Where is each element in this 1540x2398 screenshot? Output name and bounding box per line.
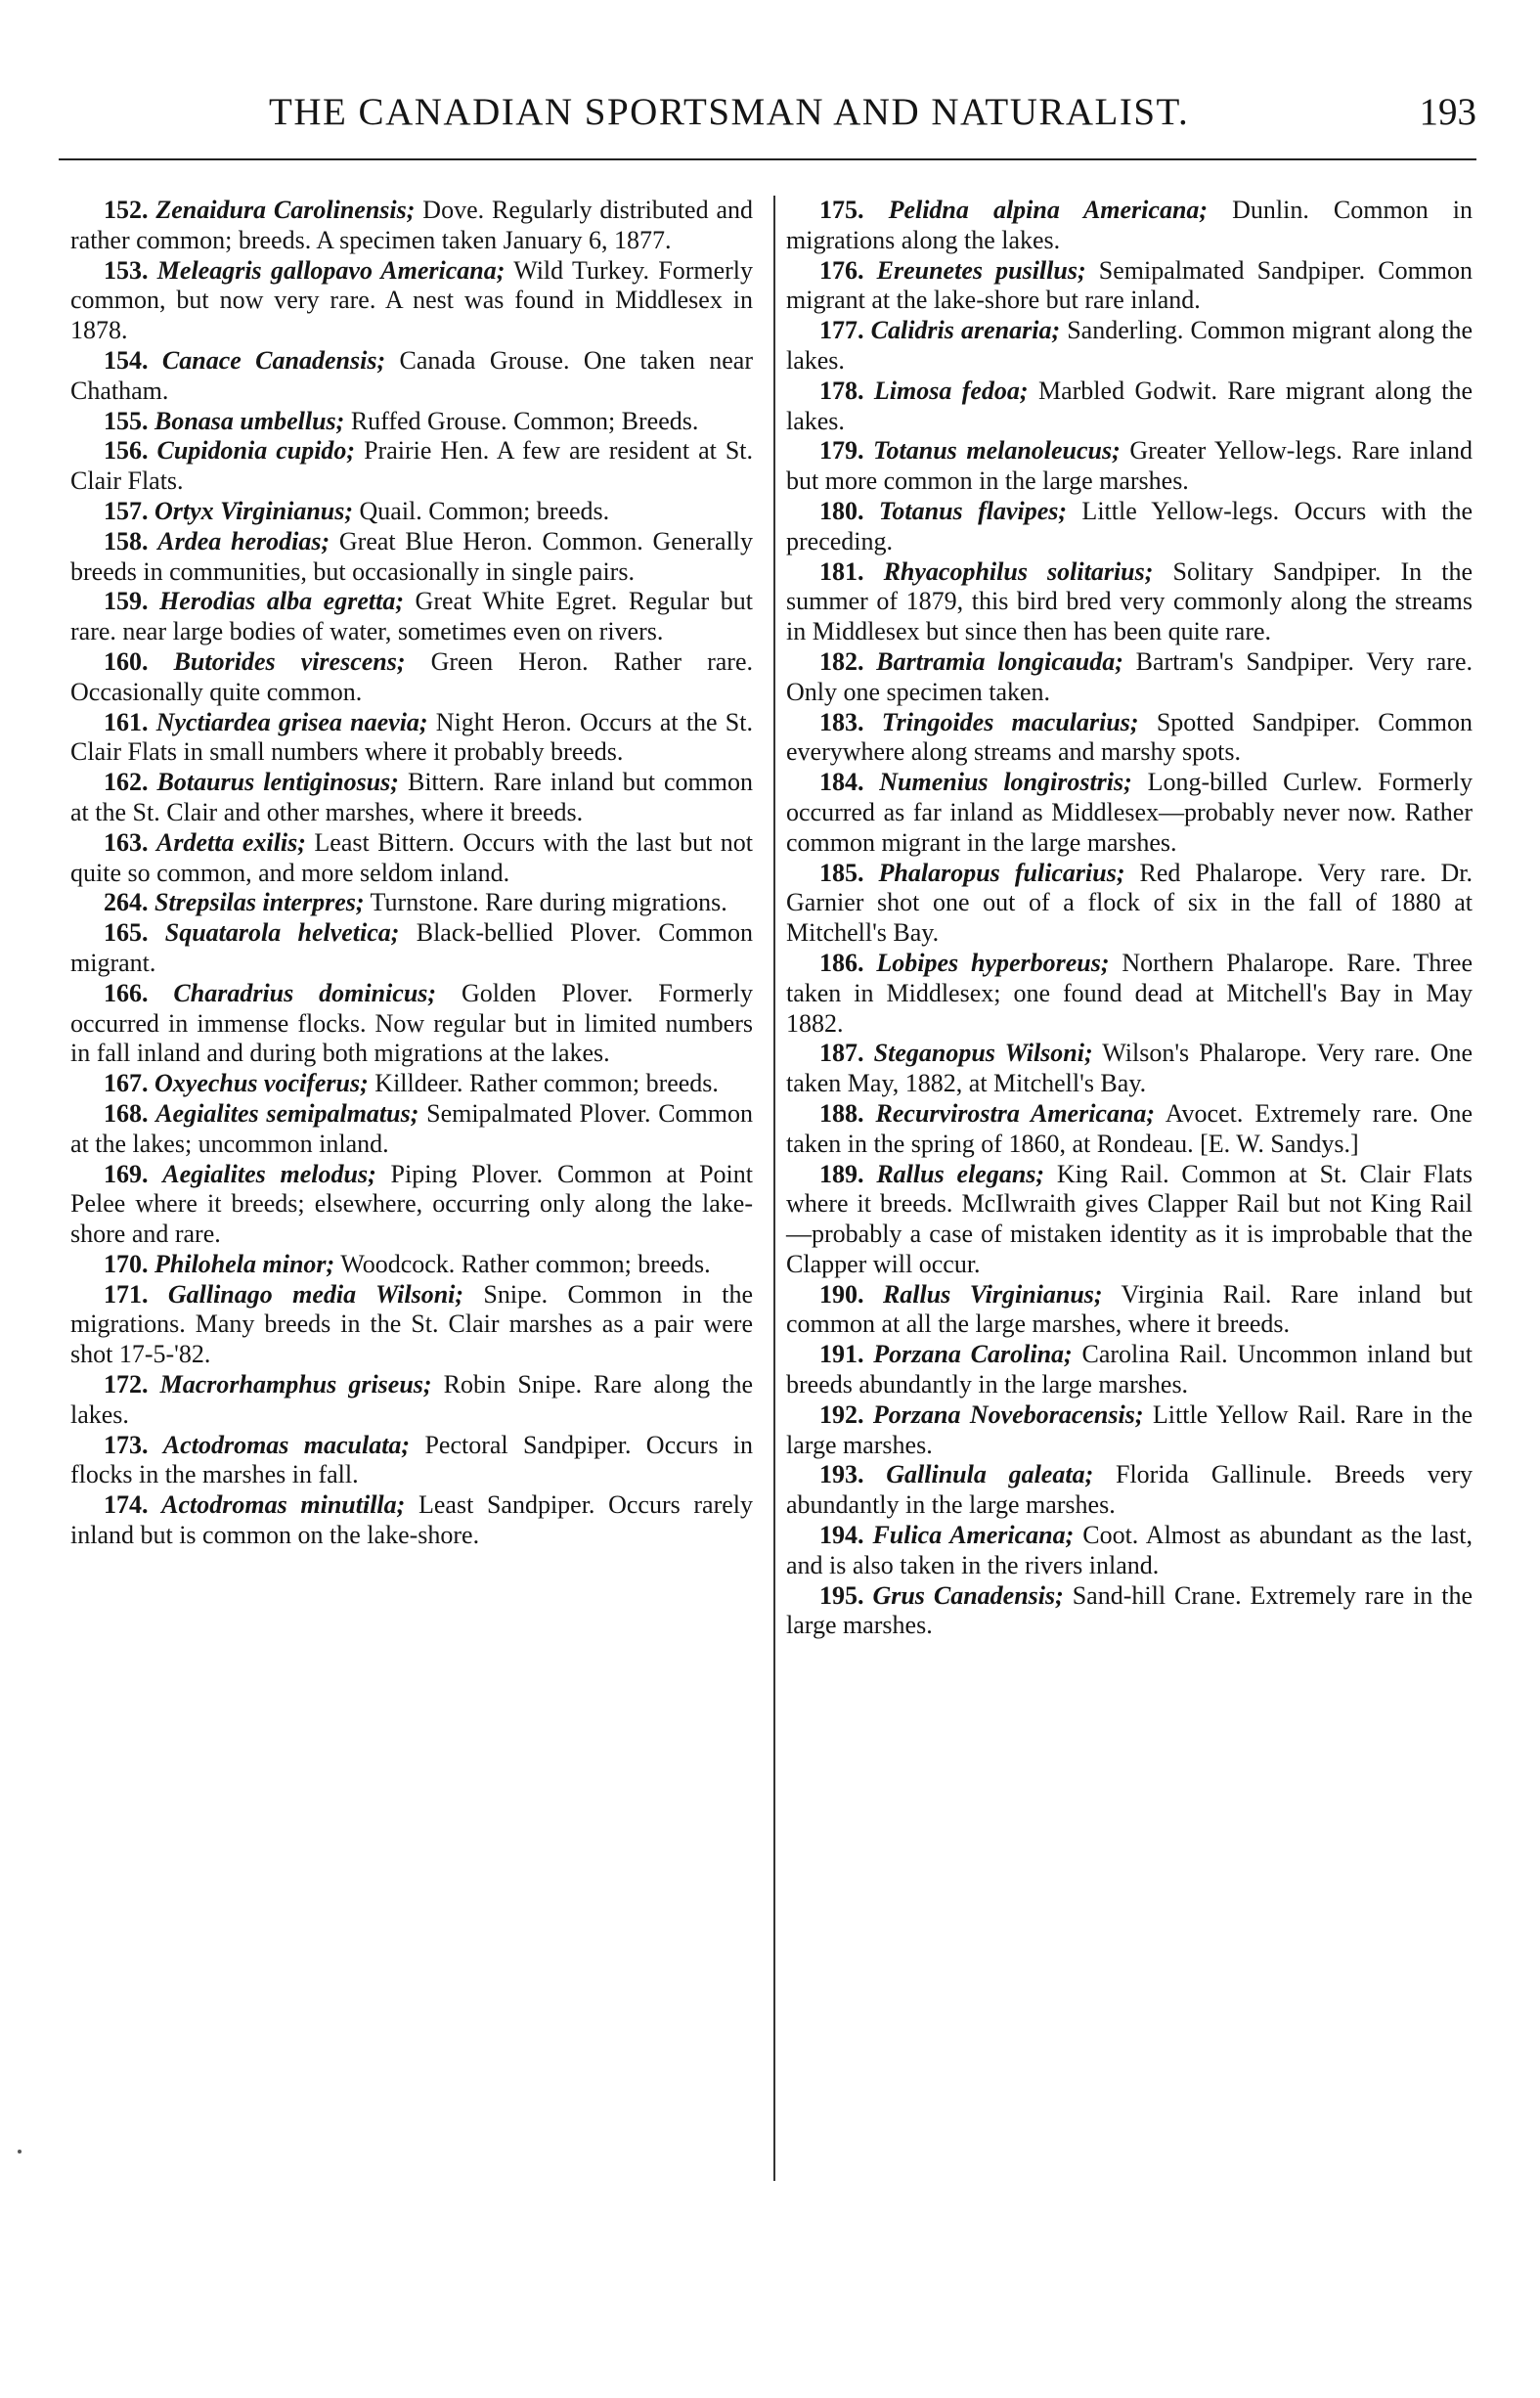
- species-entry: [70, 1250, 753, 1280]
- species-entry: [70, 527, 753, 588]
- entry-number: 159.: [104, 587, 149, 616]
- species-entry: [70, 346, 753, 407]
- entry-number: 176.: [819, 255, 864, 285]
- entry-description: Least Sandpiper. Occurs rarely inland but is common on the lake-shore.: [70, 1490, 754, 1550]
- entry-description: Robin Snipe. Rare along the lakes.: [70, 1370, 753, 1429]
- species-entry: [70, 1160, 753, 1250]
- scientific-name: Ardetta exilis;: [156, 827, 306, 857]
- entry-number: 173.: [104, 1430, 149, 1459]
- species-entry: [70, 647, 753, 708]
- species-entry: [786, 377, 1473, 437]
- entry-description: Northern Phalarope. Rare. Three taken in Middlesex; one found dead at Mitchell's Bay in May 1882.: [786, 948, 1473, 1038]
- entry-description: Sanderling. Common migrant along the lakes.: [786, 316, 1473, 375]
- scientific-name: Ereunetes pusillus;: [876, 255, 1086, 285]
- entry-number: 264.: [104, 888, 149, 917]
- species-entry: [786, 1400, 1473, 1461]
- entry-number: 162.: [104, 768, 149, 797]
- scientific-name: Bartramia longicauda;: [876, 646, 1123, 676]
- scientific-name: Actodromas maculata;: [162, 1430, 411, 1459]
- margin-speck: [18, 2150, 22, 2154]
- scientific-name: Aegialites semipalmatus;: [155, 1098, 419, 1128]
- entry-description: Ruffed Grouse. Common; Breeds.: [344, 406, 699, 435]
- entry-number: 190.: [819, 1279, 864, 1309]
- species-entry: [786, 557, 1473, 647]
- entry-description: Carolina Rail. Uncommon inland but breeds abundantly in the large marshes.: [786, 1340, 1473, 1399]
- scientific-name: Zenaidura Carolinensis;: [155, 196, 416, 224]
- right-column: [786, 196, 1473, 1641]
- species-entry: [70, 1099, 753, 1160]
- scientific-name: Numenius longirostris;: [879, 768, 1132, 797]
- entry-number: 193.: [819, 1460, 864, 1489]
- species-entry: [786, 1160, 1473, 1280]
- entry-number: 160.: [104, 646, 149, 676]
- entry-description: Dunlin. Common in migrations along the lakes.: [786, 196, 1473, 254]
- entry-description: Pectoral Sandpiper. Occurs in flocks in the marshes in fall.: [70, 1430, 753, 1489]
- scientific-name: Porzana Carolina;: [873, 1340, 1073, 1369]
- entry-description: Greater Yellow-legs. Rare inland but more common in the large marshes.: [786, 436, 1473, 496]
- entry-number: 157.: [104, 496, 149, 525]
- entry-description: Prairie Hen. A few are resident at St. Clair Flats.: [70, 436, 754, 496]
- entry-description: Virginia Rail. Rare inland but common at all the large marshes, where it breeds.: [786, 1279, 1474, 1339]
- species-entry: [786, 497, 1473, 557]
- entry-number: 163.: [104, 827, 149, 857]
- running-title: THE CANADIAN SPORTSMAN AND NATURALIST.: [269, 91, 1190, 133]
- scientific-name: Bonasa umbellus;: [154, 406, 345, 435]
- species-entry: [786, 768, 1473, 858]
- scientific-name: Totanus melanoleucus;: [873, 436, 1121, 466]
- species-entry: [70, 497, 753, 527]
- entry-number: 154.: [104, 345, 149, 375]
- entry-number: 171.: [104, 1279, 149, 1309]
- left-column: [70, 196, 753, 1551]
- entry-number: 183.: [819, 707, 864, 736]
- entry-description: Spotted Sandpiper. Common everywhere along streams and marshy spots.: [786, 707, 1473, 767]
- scientific-name: Limosa fedoa;: [873, 376, 1029, 405]
- entry-description: Turnstone. Rare during migrations.: [364, 888, 727, 917]
- species-entry: [786, 859, 1473, 949]
- entry-number: 185.: [819, 858, 864, 887]
- entry-number: 155.: [104, 406, 149, 435]
- scientific-name: Ortyx Virginianus;: [154, 496, 354, 525]
- entry-number: 184.: [819, 768, 864, 797]
- entry-number: 158.: [104, 526, 149, 555]
- species-entry: [70, 828, 753, 889]
- entry-number: 181.: [819, 556, 864, 586]
- species-entry: [70, 708, 753, 769]
- entry-number: 180.: [819, 496, 864, 525]
- species-entry: [786, 1521, 1473, 1581]
- scientific-name: Canace Canadensis;: [161, 345, 386, 375]
- entry-description: Solitary Sandpiper. In the summer of 1879, this bird bred very commonly along the streams in Middlesex but since then has been quite rare.: [786, 556, 1474, 646]
- entry-number: 153.: [104, 255, 149, 285]
- entry-number: 166.: [104, 978, 149, 1007]
- species-entry: [70, 1370, 753, 1431]
- scientific-name: Strepsilas interpres;: [154, 888, 365, 917]
- entry-description: Quail. Common; breeds.: [353, 496, 610, 525]
- species-entry: [70, 256, 753, 346]
- scientific-name: Grus Canadensis;: [872, 1580, 1064, 1610]
- scientific-name: Phalaropus fulicarius;: [878, 858, 1125, 887]
- scientific-name: Calidris arenaria;: [870, 316, 1061, 345]
- species-entry: [786, 1460, 1473, 1521]
- scientific-name: Porzana Noveboracensis;: [872, 1399, 1144, 1429]
- entry-number: 161.: [104, 707, 149, 736]
- scientific-name: Actodromas minutilla;: [161, 1490, 406, 1520]
- scientific-name: Aegialites melodus;: [162, 1159, 376, 1188]
- entry-description: Night Heron. Occurs at the St. Clair Flats in small numbers where it probably breeds.: [70, 707, 753, 767]
- entry-number: 178.: [819, 376, 864, 405]
- entry-number: 186.: [819, 948, 864, 977]
- entry-number: 165.: [104, 918, 149, 948]
- scientific-name: Charadrius dominicus;: [173, 978, 437, 1007]
- species-entry: [70, 1490, 753, 1551]
- entry-number: 189.: [819, 1159, 864, 1188]
- entry-number: 187.: [819, 1039, 864, 1068]
- scientific-name: Philohela minor;: [154, 1249, 335, 1278]
- entry-number: 177.: [819, 316, 864, 345]
- species-entry: [786, 196, 1473, 256]
- scientific-name: Recurvirostra Americana;: [875, 1098, 1156, 1128]
- scientific-name: Botaurus lentiginosus;: [156, 768, 399, 797]
- scientific-name: Totanus flavipes;: [878, 496, 1068, 525]
- scientific-name: Butorides virescens;: [173, 646, 406, 676]
- scientific-name: Fulica Americana;: [872, 1521, 1075, 1550]
- entry-description: Bittern. Rare inland but common at the St. Clair and other marshes, where it breeds.: [70, 768, 754, 826]
- species-entry: [70, 1280, 753, 1370]
- entry-description: King Rail. Common at St. Clair Flats where it breeds. McIlwraith gives Clapper Rail but not King Rail—probably a case of mistaken identity as it is improbable that the Clapper will occur.: [786, 1159, 1473, 1278]
- scientific-name: Pelidna alpina Americana;: [888, 196, 1209, 224]
- scientific-name: Squatarola helvetica;: [164, 918, 400, 948]
- scientific-name: Oxyechus vociferus;: [154, 1069, 369, 1098]
- scientific-name: Steganopus Wilsoni;: [873, 1039, 1093, 1068]
- header-rule: [59, 158, 1476, 160]
- entry-number: 191.: [819, 1340, 864, 1369]
- scientific-name: Rhyacophilus solitarius;: [883, 556, 1154, 586]
- species-entry: [70, 979, 753, 1069]
- entry-number: 175.: [819, 196, 864, 224]
- entry-description: Killdeer. Rather common; breeds.: [368, 1069, 719, 1098]
- entry-description: Least Bittern. Occurs with the last but not quite so common, and more seldom inland.: [70, 827, 754, 887]
- entry-description: Snipe. Common in the migrations. Many breeds in the St. Clair marshes as a pair were shot 17-5-'82.: [70, 1279, 753, 1369]
- page-number: 193: [1419, 91, 1476, 133]
- entry-number: 172.: [104, 1370, 149, 1399]
- entry-description: Woodcock. Rather common; breeds.: [334, 1249, 711, 1278]
- entry-description: Avocet. Extremely rare. One taken in the spring of 1860, at Rondeau. [E. W. Sandys.]: [786, 1098, 1473, 1158]
- entry-description: Wilson's Phalarope. Very rare. One taken May, 1882, at Mitchell's Bay.: [786, 1039, 1474, 1098]
- column-divider: [773, 196, 775, 2181]
- scientific-name: Lobipes hyperboreus;: [876, 948, 1110, 977]
- scientific-name: Gallinago media Wilsoni;: [167, 1279, 464, 1309]
- entry-number: 152.: [104, 196, 149, 224]
- entry-number: 179.: [819, 436, 864, 466]
- entry-number: 195.: [819, 1580, 864, 1610]
- scientific-name: Gallinula galeata;: [886, 1460, 1094, 1489]
- entry-description: Bartram's Sandpiper. Very rare. Only one specimen taken.: [786, 646, 1473, 706]
- entry-description: Semipalmated Plover. Common at the lakes; uncommon inland.: [70, 1098, 754, 1158]
- entry-number: 167.: [104, 1069, 149, 1098]
- scientific-name: Macrorhamphus griseus;: [159, 1370, 432, 1399]
- species-entry: [70, 888, 753, 918]
- scientific-name: Herodias alba egretta;: [159, 587, 404, 616]
- entry-description: Little Yellow Rail. Rare in the large marshes.: [786, 1399, 1474, 1459]
- species-entry: [786, 708, 1473, 769]
- entry-description: Black-bellied Plover. Common migrant.: [70, 918, 754, 977]
- entry-description: Long-billed Curlew. Formerly occurred as far inland as Middlesex—probably never now. Rather common migrant in the large marshes.: [786, 768, 1474, 857]
- species-entry: [70, 768, 753, 828]
- species-entry: [786, 1039, 1473, 1099]
- entry-description: Florida Gallinule. Breeds very abundantly in the large marshes.: [786, 1460, 1473, 1520]
- page-header: [59, 90, 1476, 149]
- entry-number: 168.: [104, 1098, 149, 1128]
- entry-description: Golden Plover. Formerly occurred in immense flocks. Now regular but in limited numbers in fall inland and during both migrations at the lakes.: [70, 978, 754, 1068]
- entry-description: Great White Egret. Regular but rare. near large bodies of water, sometimes even on rivers.: [70, 587, 753, 646]
- species-entry: [70, 918, 753, 979]
- species-entry: [70, 407, 753, 437]
- entry-description: Marbled Godwit. Rare migrant along the lakes.: [786, 376, 1473, 435]
- species-entry: [786, 1280, 1473, 1341]
- entry-number: 174.: [104, 1490, 149, 1520]
- species-entry: [70, 196, 753, 256]
- entry-number: 194.: [819, 1521, 864, 1550]
- entry-number: 192.: [819, 1399, 864, 1429]
- entry-number: 188.: [819, 1098, 864, 1128]
- entry-description: Wild Turkey. Formerly common, but now very rare. A nest was found in Middlesex in 1878.: [70, 255, 754, 345]
- entry-description: Sand-hill Crane. Extremely rare in the large marshes.: [786, 1580, 1473, 1640]
- entry-description: Canada Grouse. One taken near Chatham.: [70, 345, 753, 405]
- scientific-name: Cupidonia cupido;: [156, 436, 356, 466]
- scientific-name: Rallus Virginianus;: [882, 1279, 1103, 1309]
- species-entry: [786, 316, 1473, 377]
- entry-description: Great Blue Heron. Common. Generally breeds in communities, but occasionally in single pairs.: [70, 526, 754, 586]
- species-entry: [70, 1069, 753, 1099]
- entry-number: 169.: [104, 1159, 149, 1188]
- species-entry: [786, 1099, 1473, 1160]
- entry-number: 156.: [104, 436, 149, 466]
- scientific-name: Meleagris gallopavo Americana;: [156, 255, 506, 285]
- entry-description: Coot. Almost as abundant as the last, and is also taken in the rivers inland.: [786, 1521, 1474, 1579]
- species-entry: [786, 647, 1473, 708]
- species-entry: [786, 1340, 1473, 1400]
- scientific-name: Ardea herodias;: [157, 526, 330, 555]
- entry-description: Semipalmated Sandpiper. Common migrant at the lake-shore but rare inland.: [786, 255, 1474, 315]
- species-entry: [786, 436, 1473, 497]
- species-entry: [70, 587, 753, 647]
- scientific-name: Nyctiardea grisea naevia;: [155, 707, 428, 736]
- entry-description: Green Heron. Rather rare. Occasionally quite common.: [70, 646, 753, 706]
- species-entry: [786, 949, 1473, 1039]
- species-entry: [70, 436, 753, 497]
- entry-description: Red Phalarope. Very rare. Dr. Garnier shot one out of a flock of six in the fall of 1880 at Mitchell's Bay.: [786, 858, 1474, 948]
- entry-number: 170.: [104, 1249, 149, 1278]
- species-entry: [786, 256, 1473, 317]
- species-entry: [70, 1431, 753, 1491]
- entry-description: Dove. Regularly distributed and rather common; breeds. A specimen taken January 6, 1877.: [70, 196, 753, 254]
- scientific-name: Tringoides macularius;: [881, 707, 1139, 736]
- entry-number: 182.: [819, 646, 864, 676]
- scientific-name: Rallus elegans;: [876, 1159, 1045, 1188]
- entry-description: Little Yellow-legs. Occurs with the preceding.: [786, 496, 1474, 555]
- entry-description: Piping Plover. Common at Point Pelee where it breeds; elsewhere, occurring only along the lake-shore and rare.: [70, 1159, 753, 1249]
- species-entry: [786, 1581, 1473, 1642]
